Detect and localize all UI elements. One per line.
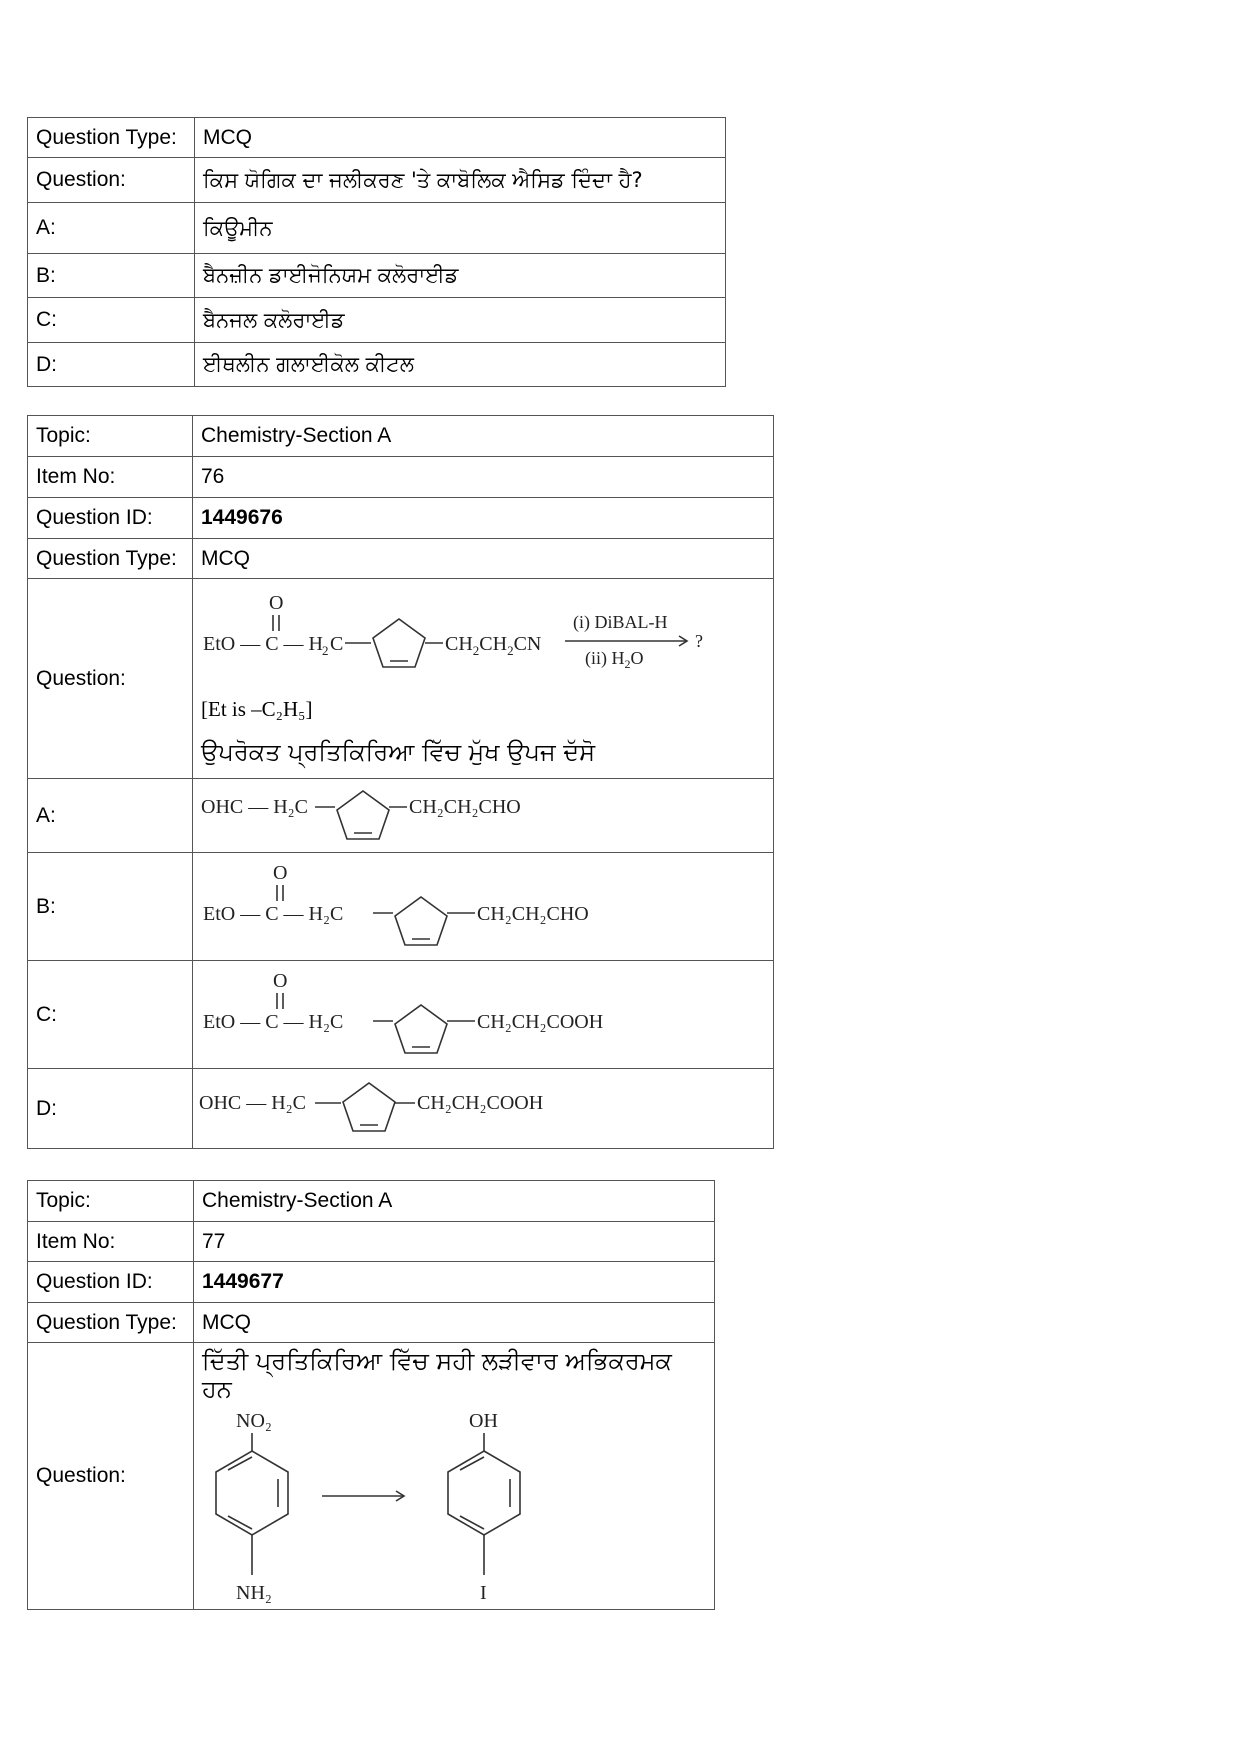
row-question [28,158,726,203]
label-item-no: Item No: [28,1222,194,1262]
label-d: D: [28,343,195,387]
row-option-a [28,203,726,254]
row-topic [28,416,774,457]
option-c-right: CH₂CH₂COOH [477,1010,604,1033]
row-item-no [28,457,774,498]
product-bottom-group: I [480,1582,487,1604]
row-question-id [28,1262,715,1303]
question-table-1 [27,117,726,387]
cyclopentene-ring [395,1005,447,1053]
option-a-left: OHC — H₂C [201,795,308,818]
label-c: C: [28,961,193,1069]
question-table-2 [27,415,774,1149]
option-a: ਕਿਊਮੀਨ [195,203,726,254]
row-option-d [28,343,726,387]
option-b-left: EtO — C — H₂C [203,902,344,925]
option-d: ਈਥਲੀਨ ਗਲਾਈਕੋਲ ਕੀਟਲ [195,343,726,387]
carbonyl-o: O [269,592,284,614]
reagent-1: (i) DiBAL-H [573,612,668,632]
h2c-c: C [330,633,344,655]
value-question-type: MCQ [195,118,726,158]
row-item-no [28,1222,715,1262]
label-c: C: [28,298,195,343]
label-b: B: [28,853,193,961]
label-topic: Topic: [28,416,193,457]
value-question-id: 1449676 [193,498,774,539]
benzene-reaction [194,1403,714,1609]
row-question-type [28,118,726,158]
carbonyl-o: O [273,969,288,992]
row-question [28,1343,715,1610]
carbonyl-o: O [273,861,288,884]
cyclopentene-ring [337,791,389,839]
option-d-structure [193,1071,773,1147]
label-a: A: [28,203,195,254]
row-option-d [28,1069,774,1149]
value-question-type: MCQ [194,1303,715,1343]
product-top-group: OH [469,1410,498,1432]
cyclopentene-ring [373,619,425,667]
value-question-id: 1449677 [194,1262,715,1303]
value-question-type: MCQ [193,539,774,579]
query-mark: ? [695,631,703,651]
label-d: D: [28,1069,193,1149]
question-content [194,1343,715,1610]
row-option-c [28,961,774,1069]
question-text: ਉਪਰੋਕਤ ਪ੍ਰਤਿਕਿਰਿਆ ਵਿੱਚ ਮੁੱਖ ਉਪਜ ਦੱਸੋ [201,738,596,766]
reactant-bottom-group: NH₂ [236,1582,272,1604]
option-d-left: OHC — H₂C [199,1091,306,1114]
option-c: ਬੈਨਜਲ ਕਲੋਰਾਈਡ [195,298,726,343]
row-question-type [28,1303,715,1343]
label-question-type: Question Type: [28,539,193,579]
question-table-3 [27,1180,715,1610]
option-a-right: CH₂CH₂CHO [409,795,521,818]
label-question: Question: [28,1343,194,1610]
reaction-scheme [193,585,773,697]
row-option-a [28,779,774,853]
option-a-structure [193,781,773,851]
row-question-id [28,498,774,539]
label-topic: Topic: [28,1181,194,1222]
label-question: Question: [28,158,195,203]
value-item-no: 76 [193,457,774,498]
value-item-no: 77 [194,1222,715,1262]
question-text: ਕਿਸ ਯੋਗਿਕ ਦਾ ਜਲੀਕਰਣ 'ਤੇ ਕਾਬੋਲਿਕ ਐਸਿਡ ਦਿੰਦਾ ਹੈ? [195,158,726,203]
label-b: B: [28,254,195,298]
label-a: A: [28,779,193,853]
row-option-c [28,298,726,343]
eto-group: EtO — C — H [203,633,323,655]
option-c-left: EtO — C — H₂C [203,1010,344,1033]
label-question: Question: [28,579,193,779]
cyclopentene-ring [343,1083,395,1131]
label-question-type: Question Type: [28,1303,194,1343]
reactant-top-group: NO₂ [236,1410,272,1432]
option-b-right: CH₂CH₂CHO [477,902,589,925]
option-b-structure [193,855,773,959]
row-option-b [28,254,726,298]
row-option-b [28,853,774,961]
label-question-type: Question Type: [28,118,195,158]
row-topic [28,1181,715,1222]
et-note: [Et is –C₂H₅] [201,697,313,721]
h2c-subscript: 2 [322,643,329,658]
label-item-no: Item No: [28,457,193,498]
value-topic: Chemistry-Section A [194,1181,715,1222]
row-question [28,579,774,779]
cyclopentene-ring [395,897,447,945]
question-text: ਦਿੱਤੀ ਪ੍ਰਤਿਕਿਰਿਆ ਵਿੱਚ ਸਹੀ ਲੜੀਵਾਰ ਅਭਿਕਰਮਕ ਹਨ [202,1347,672,1403]
label-question-id: Question ID: [28,1262,194,1303]
option-d-right: CH₂CH₂COOH [417,1091,544,1114]
question-content [193,579,774,779]
row-question-type [28,539,774,579]
value-topic: Chemistry-Section A [193,416,774,457]
label-question-id: Question ID: [28,498,193,539]
reagent-2: (ii) $H_2O$ [585,648,644,671]
chain-ch2ch2cn: $CH_2CH_2CN$ [445,633,542,658]
option-c-structure [193,963,773,1067]
option-b: ਬੈਨਜ਼ੀਨ ਡਾਈਜੋਨਿਯਮ ਕਲੋਰਾਈਡ [195,254,726,298]
